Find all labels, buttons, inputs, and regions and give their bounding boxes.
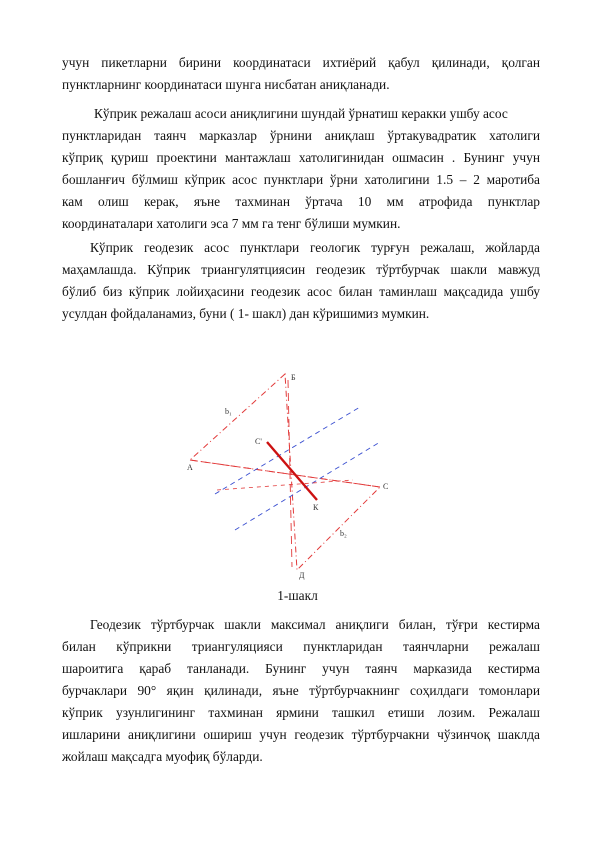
figure-caption: 1-шакл <box>277 588 318 603</box>
paragraph-2 <box>62 103 540 235</box>
blue-dashed-line-lower <box>235 442 380 530</box>
text-line: кўприқ қуриш проектини мантажлаш хатолигинидан ошмасин . Бунинг учун <box>62 150 540 165</box>
quadrilateral-frame <box>190 374 380 570</box>
text-line: Кўприк режалаш асоси аниқлигини шундай ўрнатиш керакки ушбу асос <box>94 106 508 121</box>
label-left: А <box>187 463 193 472</box>
paragraph-3 <box>62 237 540 325</box>
text-line: пунктларидан таянч марказлар ўрнини аниқлаш ўртакувадратик хатолиги <box>62 128 540 143</box>
text-line: кўприк узунлигининг тахминан ярмини ташкил етиши лозим. Режалаш <box>62 705 540 720</box>
paragraph-1 <box>62 52 540 96</box>
text-line: усулдан фойдаланамиз, буни ( 1- шакл) дан кўришимиз мумкин. <box>62 306 430 321</box>
text-line: билан кўприкни триангуляцияси пунктларидан таянчларни режалаш <box>62 639 540 654</box>
text-line: координаталари хатолиги эса 7 мм га тенг бўлиши мумкин. <box>62 216 401 231</box>
label-upper-side: b₁ <box>225 407 232 416</box>
label-top: Б <box>291 373 296 382</box>
text-line: учун пикетларни бирини координатаси ихтиёрий қабул қилинади, қолган <box>62 55 540 70</box>
label-bottom: Д <box>299 571 305 580</box>
text-line: Кўприк геодезик асос пунктлари геологик турғун режалаш, жойларда <box>90 240 540 255</box>
text-line: маҳамлашда. Кўприк триангулятциясин геодезик тўртбурчак шакли мавжуд <box>62 262 540 277</box>
text-line: шароитига қараб танланади. Бунинг учун таянч марказида кестирма <box>62 661 540 676</box>
label-axis-start: С' <box>255 437 262 446</box>
text-line: бурчаклари 90° яқин қилинади, яъне тўртбурчакнинг соҳилдаги томонлари <box>62 683 540 698</box>
red-dashed-line <box>217 480 353 490</box>
text-line: пунктларнинг координатаси шунга нисбатан аниқланади. <box>62 77 390 92</box>
label-right: С <box>383 482 389 491</box>
label-lower-side: b₂ <box>340 529 347 538</box>
text-line: Геодезик тўртбурчак шакли максимал аниқлиги билан, тўғри кестирма <box>90 617 540 632</box>
text-line: бошланғич бўлмиш кўприк асос пунктлари ўрни хатолигини 1.5 – 2 маротиба <box>62 172 540 187</box>
text-line: бўлиб биз кўприк лойиҳасини геодезик асос билан таминлаш мақсадида ушбу <box>62 284 540 299</box>
text-line: кам олиш керак, яъне тахминан ўртача 10 мм атрофида пунктлар <box>62 194 540 209</box>
geodesic-quadrilateral-figure <box>175 362 415 582</box>
text-line: ишларини аниқлигини ошириш учун геодезик тўртбурчакни чўзинчоқ шаклда <box>62 727 540 742</box>
text-line: жойлаш мақсадга муофиқ бўларди. <box>62 749 263 764</box>
label-axis-end: К <box>313 503 319 512</box>
paragraph-4 <box>62 614 540 768</box>
